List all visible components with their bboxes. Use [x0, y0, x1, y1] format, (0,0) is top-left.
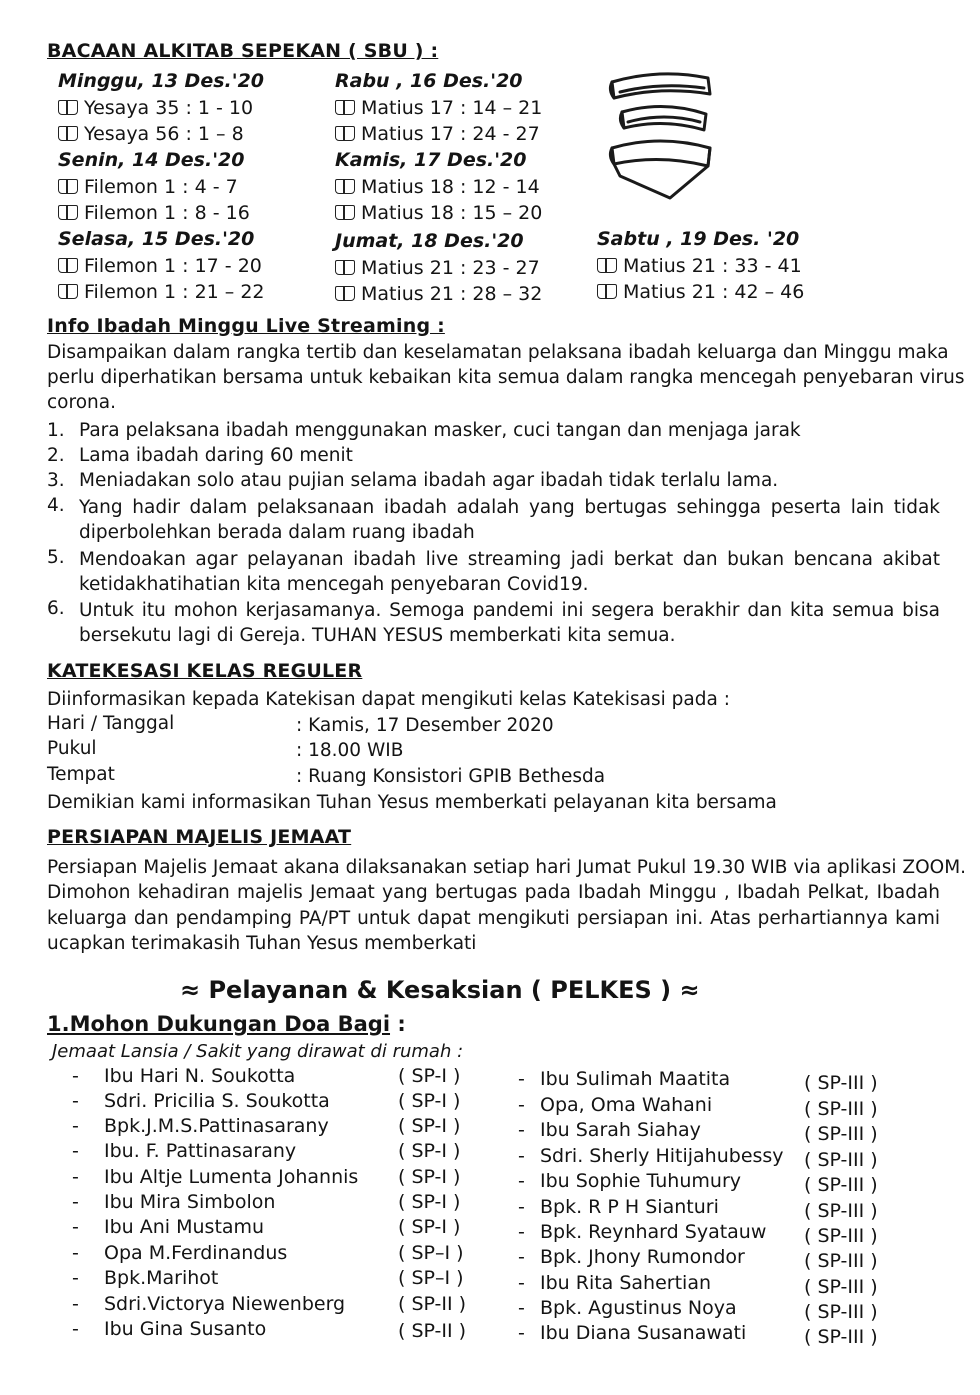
list-item: 1. Para pelaksana ibadah menggunakan masker, cuci tangan dan menjaga jarak	[47, 420, 801, 441]
bible-icon	[597, 258, 617, 273]
sbu-heading: BACAAN ALKITAB SEPEKAN ( SBU ) :	[47, 40, 439, 62]
sector-label: ( SP-III )	[804, 1174, 878, 1196]
list-item: - Ibu Hari N. Soukotta	[72, 1065, 296, 1087]
streaming-intro-line: Disampaikan dalam rangka tertib dan keselamatan pelaksana ibadah keluarga dan Minggu maka	[47, 342, 949, 363]
katekisasi-heading: KATEKESASI KELAS REGULER	[47, 660, 363, 682]
list-item: - Ibu Altje Lumenta Johannis	[72, 1166, 359, 1188]
day-jumat: Jumat, 18 Des.'20	[335, 230, 524, 252]
day-kamis: Kamis, 17 Des.'20	[335, 149, 527, 171]
streaming-intro-line: corona.	[47, 392, 116, 413]
bible-icon	[335, 179, 355, 194]
pelkes-title: ≈ Pelayanan & Kesaksian ( PELKES ) ≈	[180, 976, 700, 1004]
reading-ref: Matius 21 : 23 - 27	[335, 257, 540, 279]
list-item: - Ibu Sarah Siahay	[518, 1119, 701, 1141]
sector-label: ( SP-III )	[804, 1225, 878, 1247]
bible-icon	[597, 284, 617, 299]
list-item: - Ibu Rita Sahertian	[518, 1272, 712, 1294]
katekisasi-label: Tempat	[47, 764, 115, 785]
list-item: - Ibu Mira Simbolon	[72, 1191, 276, 1213]
sector-label: ( SP–I )	[398, 1267, 464, 1289]
sector-label: ( SP-II )	[398, 1320, 467, 1342]
list-item-line: Yang hadir dalam pelaksanaan ibadah adalah yang bertugas sehingga peserta lain tidak	[79, 497, 940, 518]
list-item: - Bpk. R P H Sianturi	[518, 1196, 719, 1218]
bible-icon	[58, 205, 78, 220]
list-item: 2. Lama ibadah daring 60 menit	[47, 445, 353, 466]
bible-icon	[58, 126, 78, 141]
sector-label: ( SP-I )	[398, 1166, 461, 1188]
bible-icon	[335, 205, 355, 220]
sector-label: ( SP-I )	[398, 1115, 461, 1137]
list-item: - Opa, Oma Wahani	[518, 1094, 713, 1116]
list-item-line: ketidakhatihatian kita mencegah penyebaran Covid19.	[79, 574, 589, 595]
list-item: - Bpk. Reynhard Syatauw	[518, 1221, 767, 1243]
sector-label: ( SP-III )	[804, 1072, 878, 1094]
list-item: - Ibu Diana Susanawati	[518, 1322, 747, 1344]
list-item: - Bpk.J.M.S.Pattinasarany	[72, 1115, 329, 1137]
sector-label: ( SP-I )	[398, 1191, 461, 1213]
bible-icon	[335, 126, 355, 141]
bible-icon	[335, 100, 355, 115]
majelis-line: Dimohon kehadiran majelis Jemaat yang bertugas pada Ibadah Minggu , Ibadah Pelkat, Ibadah	[47, 882, 940, 903]
reading-ref: Matius 17 : 24 - 27	[335, 123, 540, 145]
list-item: - Opa M.Ferdinandus	[72, 1242, 288, 1264]
bible-icon	[335, 260, 355, 275]
reading-ref: Filemon 1 : 8 - 16	[58, 202, 250, 224]
reading-ref: Matius 18 : 15 – 20	[335, 202, 542, 224]
sector-label: ( SP-III )	[804, 1149, 878, 1171]
katekisasi-label: Hari / Tanggal	[47, 713, 175, 734]
list-item: - Sdri.Victorya Niewenberg	[72, 1293, 346, 1315]
list-item-line: diperbolehkan berada dalam ruang ibadah	[79, 522, 475, 543]
list-item-line: Mendoakan agar pelayanan ibadah live streaming jadi berkat dan bukan bencana akibat	[79, 549, 940, 570]
sector-label: ( SP-I )	[398, 1065, 461, 1087]
reading-ref: Yesaya 56 : 1 – 8	[58, 123, 244, 145]
majelis-line: ucapkan terimakasih Tuhan Yesus memberkati	[47, 933, 477, 954]
list-item: - Bpk.Marihot	[72, 1267, 219, 1289]
sector-label: ( SP-III )	[804, 1098, 878, 1120]
list-item-number: 5.	[47, 547, 65, 568]
katekisasi-closing: Demikian kami informasikan Tuhan Yesus memberkati pelayanan kita bersama	[47, 792, 777, 813]
sector-label: ( SP-III )	[804, 1301, 878, 1323]
list-item: - Ibu Sophie Tuhumury	[518, 1170, 741, 1192]
list-item: - Bpk. Agustinus Noya	[518, 1297, 737, 1319]
sector-label: ( SP–I )	[398, 1242, 464, 1264]
reading-ref: Matius 21 : 42 – 46	[597, 281, 804, 303]
bible-icon	[58, 258, 78, 273]
prayer-support-heading: 1.Mohon Dukungan Doa Bagi :	[47, 1012, 406, 1036]
reading-ref: Matius 21 : 28 – 32	[335, 283, 542, 305]
day-selasa: Selasa, 15 Des.'20	[58, 228, 255, 250]
sector-label: ( SP-I )	[398, 1090, 461, 1112]
reading-ref: Matius 21 : 33 - 41	[597, 255, 802, 277]
katekisasi-label: Pukul	[47, 738, 97, 759]
day-sabtu: Sabtu , 19 Des. '20	[597, 228, 800, 250]
majelis-line: Persiapan Majelis Jemaat akana dilaksanakan setiap hari Jumat Pukul 19.30 WIB via aplikasi ZOOM.	[47, 857, 967, 878]
sector-label: ( SP-II )	[398, 1293, 467, 1315]
streaming-intro-line: perlu diperhatikan bersama untuk kebaikan kita semua dalam rangka mencegah penyebaran virus	[47, 367, 965, 388]
sector-label: ( SP-III )	[804, 1250, 878, 1272]
day-minggu: Minggu, 13 Des.'20	[58, 70, 265, 92]
katekisasi-intro: Diinformasikan kepada Katekisan dapat mengikuti kelas Katekisasi pada :	[47, 689, 730, 710]
bible-icon	[58, 179, 78, 194]
list-item: - Ibu Sulimah Maatita	[518, 1068, 731, 1090]
reading-ref: Filemon 1 : 17 - 20	[58, 255, 262, 277]
reading-ref: Yesaya 35 : 1 - 10	[58, 97, 253, 119]
reading-ref: Filemon 1 : 4 - 7	[58, 176, 238, 198]
reading-ref: Matius 17 : 14 – 21	[335, 97, 542, 119]
sector-label: ( SP-I )	[398, 1140, 461, 1162]
majelis-line: keluarga dan pendamping PA/PT untuk dapat mengikuti persiapan ini. Atas perhartiannya kami	[47, 908, 940, 929]
list-item-number: 4.	[47, 495, 65, 516]
sector-label: ( SP-III )	[804, 1200, 878, 1222]
list-item: - Ibu Gina Susanto	[72, 1318, 267, 1340]
list-item: - Bpk. Jhony Rumondor	[518, 1246, 745, 1268]
list-item-line: bersekutu lagi di Gereja. TUHAN YESUS memberkati kita semua.	[79, 625, 676, 646]
sector-label: ( SP-III )	[804, 1276, 878, 1298]
bible-icon	[335, 286, 355, 301]
list-item-line: Untuk itu mohon kerjasamanya. Semoga pandemi ini segera berakhir dan kita semua bisa	[79, 600, 940, 621]
reading-ref: Matius 18 : 12 - 14	[335, 176, 540, 198]
prayer-caption: Jemaat Lansia / Sakit yang dirawat di rumah :	[52, 1041, 464, 1062]
bible-icon	[58, 100, 78, 115]
bible-icon	[58, 284, 78, 299]
sector-label: ( SP-III )	[804, 1123, 878, 1145]
list-item: 3. Meniadakan solo atau pujian selama ibadah agar ibadah tidak terlalu lama.	[47, 470, 779, 491]
katekisasi-value: : 18.00 WIB	[296, 740, 404, 761]
majelis-heading: PERSIAPAN MAJELIS JEMAAT	[47, 826, 352, 848]
list-item-number: 6.	[47, 598, 65, 619]
list-item: - Sdri. Pricilia S. Soukotta	[72, 1090, 330, 1112]
katekisasi-value: : Ruang Konsistori GPIB Bethesda	[296, 766, 606, 787]
sector-label: ( SP-III )	[804, 1326, 878, 1348]
katekisasi-value: : Kamis, 17 Desember 2020	[296, 715, 554, 736]
day-rabu: Rabu , 16 Des.'20	[335, 70, 523, 92]
day-senin: Senin, 14 Des.'20	[58, 149, 245, 171]
books-stack-icon	[600, 64, 720, 202]
list-item: - Ibu Ani Mustamu	[72, 1216, 265, 1238]
sector-label: ( SP-I )	[398, 1216, 461, 1238]
streaming-heading: Info Ibadah Minggu Live Streaming :	[47, 315, 445, 337]
list-item: - Sdri. Sherly Hitijahubessy	[518, 1145, 784, 1167]
list-item: - Ibu. F. Pattinasarany	[72, 1140, 297, 1162]
reading-ref: Filemon 1 : 21 – 22	[58, 281, 265, 303]
